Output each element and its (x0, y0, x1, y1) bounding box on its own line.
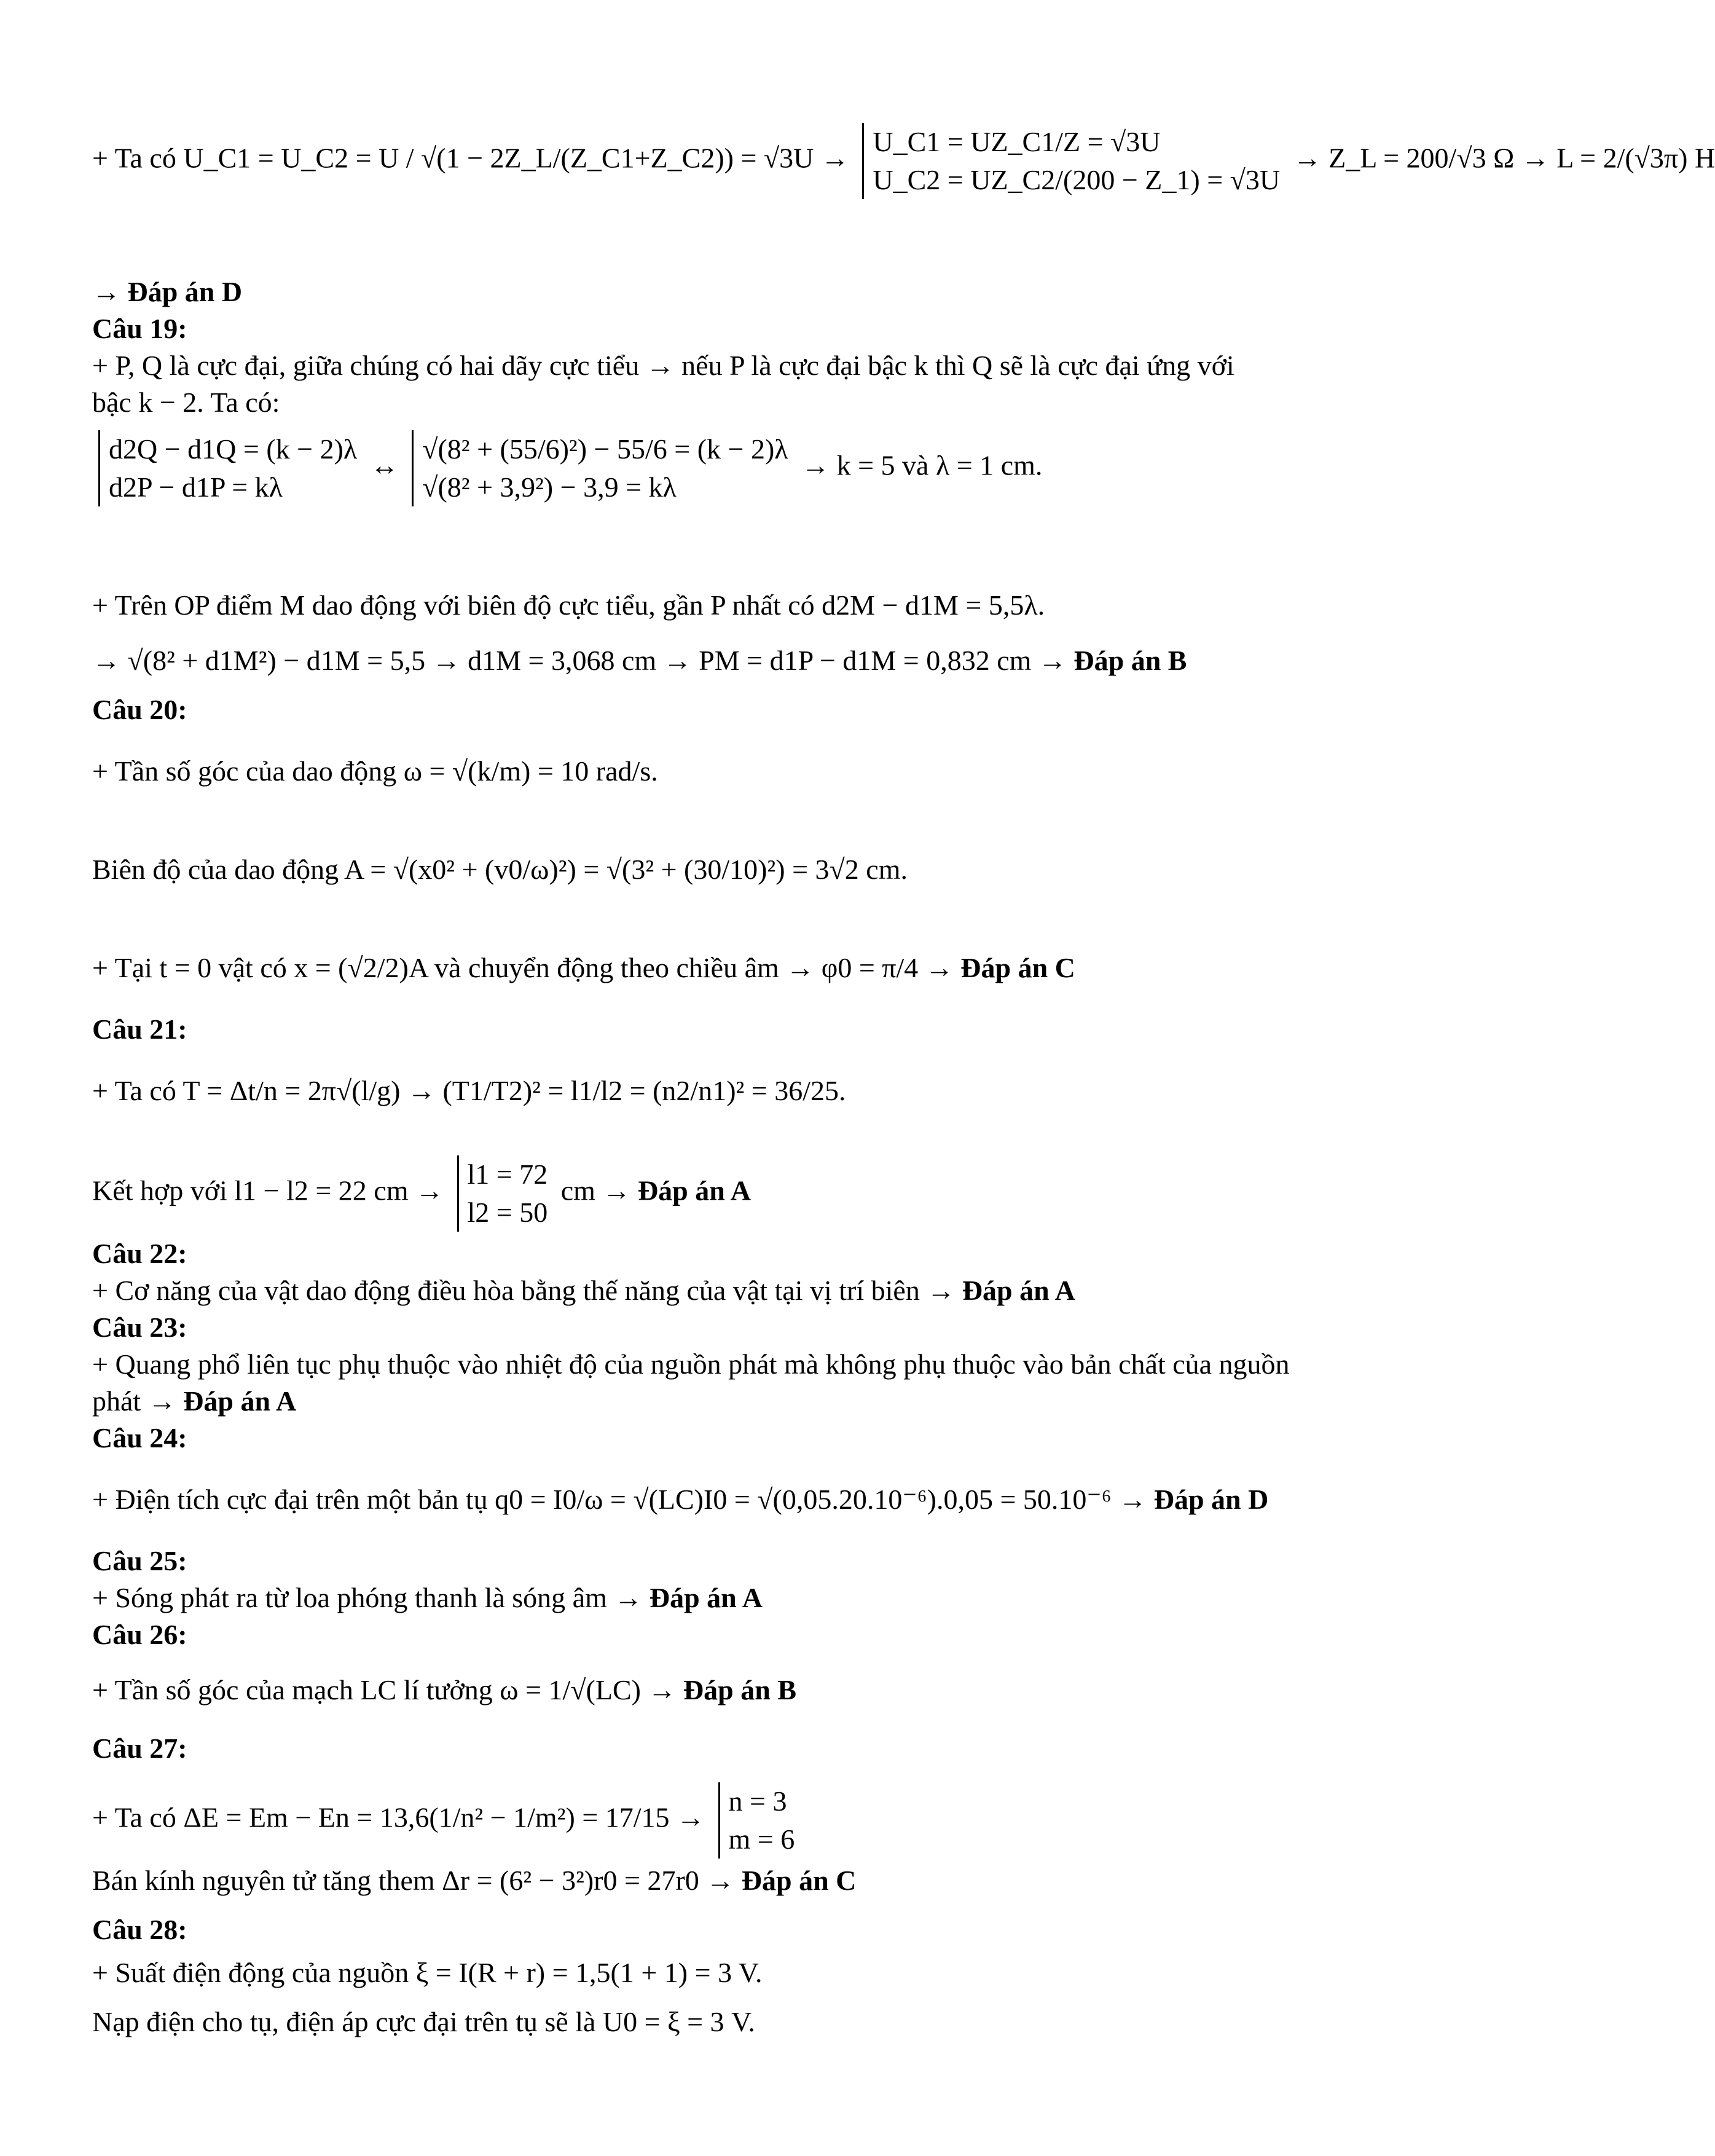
equation-text: + Tần số góc của mạch LC lí tưởng ω = 1/√(LC) → (92, 1674, 677, 1706)
equation-system (862, 123, 1280, 199)
question-heading: Câu 24: (92, 1422, 187, 1454)
equation-text: + Điện tích cực đại trên một bản tụ q0 = I0/ω = √(LC)I0 = √(0,05.20.10⁻⁶).0,05 = 50.10⁻⁶ → (92, 1484, 1147, 1515)
text-line (92, 1155, 751, 1232)
question-heading: Câu 27: (92, 1733, 187, 1764)
question-heading: Câu 28: (92, 1914, 187, 1945)
equation-text: → √(8² + d1M²) − d1M = 5,5 → d1M = 3,068 cm → PM = d1P − d1M = 0,832 cm → (92, 645, 1067, 676)
text-line (92, 1481, 1268, 1518)
equation-system (98, 430, 357, 506)
text-span: phát → (92, 1385, 176, 1417)
text-line (92, 642, 1187, 679)
equation-main: U_C1 = U_C2 = U / √(1 − 2Z_L/(Z_C1+Z_C2)) = √3U (183, 142, 814, 174)
equation-system (457, 1155, 548, 1232)
text-line (92, 1862, 856, 1899)
question-heading: Câu 23: (92, 1312, 187, 1343)
system-line: U_C1 = UZ_C1/Z = √3U (873, 126, 1161, 157)
equation-system (412, 430, 788, 506)
system-line: U_C2 = UZ_C2/(200 − Z_1) = √3U (873, 164, 1281, 195)
equation-system (718, 1782, 795, 1859)
system-line: √(8² + (55/6)²) − 55/6 = (k − 2)λ (422, 433, 788, 465)
answer-label: Đáp án A (637, 1174, 752, 1206)
equation-text: Bán kính nguyên tử tăng them Δr = (6² − 3²)r0 = 27r0 → (92, 1865, 735, 1896)
system-line: l2 = 50 (467, 1197, 548, 1228)
equation-text: + Tại t = 0 vật có x = (√2/2)A và chuyển động theo chiều âm → φ0 = π/4 → (92, 952, 954, 983)
system-line: d2P − d1P = kλ (109, 471, 283, 503)
system-line: n = 3 (728, 1785, 787, 1817)
text-span: + Sóng phát ra từ loa phóng thanh là sóng âm → (92, 1582, 643, 1613)
equation-result: Z_L = 200/√3 Ω → L = 2/(√3π) H (1328, 142, 1715, 174)
question-heading: Câu 20: (92, 694, 187, 725)
equation-text: + Ta có ΔE = Em − En = 13,6(1/n² − 1/m²) = 17/15 → (92, 1801, 705, 1833)
answer-label: Đáp án A (183, 1385, 297, 1417)
text-line: + Suất điện động của nguồn ξ = I(R + r) = 1,5(1 + 1) = 3 V. (92, 1957, 763, 1988)
text-line (92, 1580, 763, 1616)
unit-text: cm → (560, 1174, 631, 1206)
equation-line: d2Q − d1Q = (k − 2)λ d2P − d1P = kλ ↔ √(8² + (55/6)²) − 55/6 = (k − 2)λ √(8² + 3,9²) − 3,9 = kλ → k = 5 và λ = 1 cm. (92, 430, 1042, 506)
question-heading: Câu 25: (92, 1545, 187, 1576)
system-line: √(8² + 3,9²) − 3,9 = kλ (422, 471, 677, 503)
text-line (92, 1383, 296, 1420)
answer-label: Đáp án B (683, 1674, 797, 1706)
answer-label: Đáp án D (1153, 1484, 1269, 1515)
answer-label: Đáp án C (960, 952, 1075, 983)
question-heading: Câu 22: (92, 1238, 187, 1269)
text-line: + Quang phổ liên tục phụ thuộc vào nhiệt độ của nguồn phát mà không phụ thuộc vào bản chất của nguồn (92, 1348, 1290, 1380)
text-line: + Trên OP điểm M dao động với biên độ cực tiểu, gần P nhất có d2M − d1M = 5,5λ. (92, 589, 1045, 621)
text-line: + Ta có T = Δt/n = 2π√(l/g) → (T1/T2)² = l1/l2 = (n2/n1)² = 36/25. (92, 1075, 846, 1106)
question-heading: Câu 21: (92, 1013, 187, 1045)
answer-label: Đáp án A (962, 1275, 1075, 1306)
equation-text: Kết hợp với l1 − l2 = 22 cm → (92, 1174, 444, 1206)
text-line: + P, Q là cực đại, giữa chúng có hai dãy cực tiểu → nếu P là cực đại bậc k thì Q sẽ là cực đại ứng với (92, 350, 1234, 381)
text-line: + Tần số góc của dao động ω = √(k/m) = 10 rad/s. (92, 755, 658, 787)
text-line (92, 1672, 796, 1709)
line-prefix: + Ta có (92, 142, 176, 174)
answer-label: Đáp án C (741, 1865, 857, 1896)
system-line: l1 = 72 (467, 1159, 548, 1190)
equation-line-18: + Ta có U_C1 = U_C2 = U / √(1 − 2Z_L/(Z_C1+Z_C2)) = √3U → U_C1 = UZ_C1/Z = √3U U_C2 = UZ_C2/(200 − Z_1) = √3U → Z_L = 200/√3 Ω → L = 2/(√3π) H (92, 123, 1715, 199)
system-line: d2Q − d1Q = (k − 2)λ (109, 433, 358, 465)
answer-label: Đáp án A (649, 1582, 763, 1613)
system-line: m = 6 (728, 1824, 795, 1855)
text-line: Nạp điện cho tụ, điện áp cực đại trên tụ sẽ là U0 = ξ = 3 V. (92, 2006, 755, 2037)
question-heading: Câu 19: (92, 313, 187, 344)
text-line (92, 950, 1075, 986)
equation-result: → k = 5 và λ = 1 cm. (801, 449, 1043, 481)
question-heading: Câu 26: (92, 1619, 187, 1650)
text-line: Biên độ của dao động A = √(x0² + (v0/ω)²) = √(3² + (30/10)²) = 3√2 cm. (92, 854, 908, 885)
text-span: + Cơ năng của vật dao động điều hòa bằng thế năng của vật tại vị trí biên → (92, 1275, 956, 1306)
text-line (92, 1782, 801, 1859)
text-line (92, 1272, 1075, 1309)
answer-line: → Đáp án D (92, 276, 243, 307)
text-line: bậc k − 2. Ta có: (92, 387, 280, 418)
answer-label: Đáp án B (1073, 645, 1187, 676)
